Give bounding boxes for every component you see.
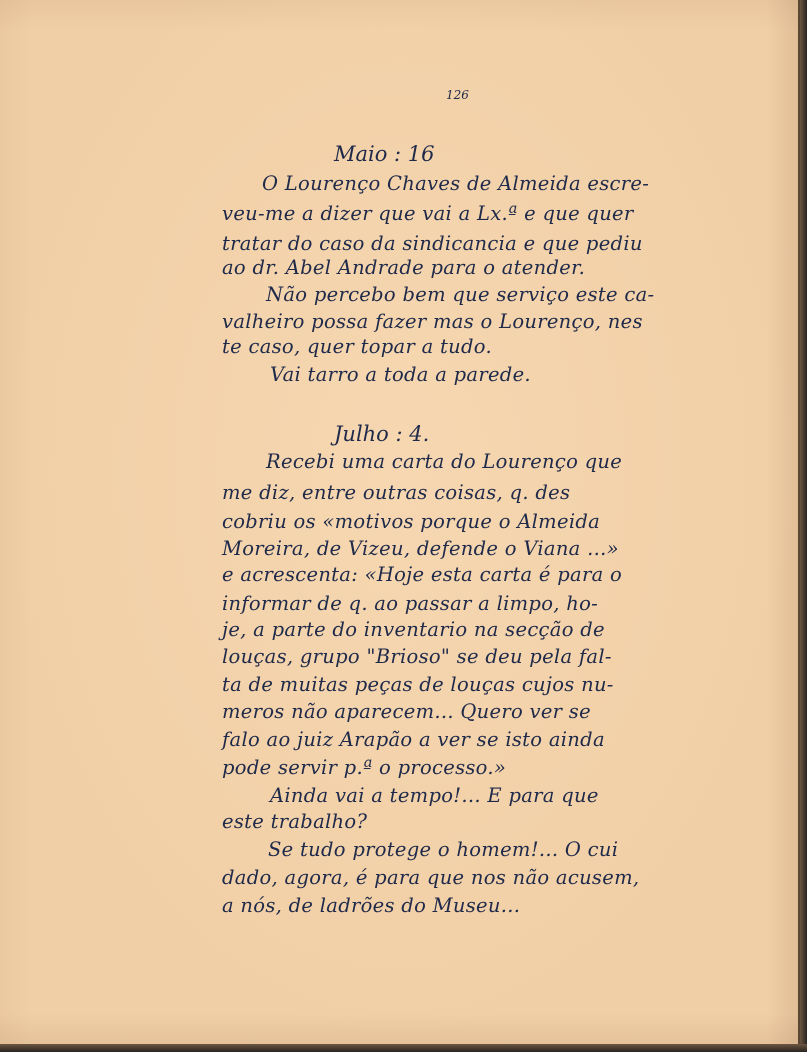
text-line: dado, agora, é para que nos não acusem, [222, 866, 640, 889]
text-line: Não percebo bem que serviço este ca- [266, 283, 655, 306]
page-edge-right [800, 0, 807, 1052]
text-line: informar de q. ao passar a limpo, ho- [222, 592, 599, 615]
text-line: e acrescenta: «Hoje esta carta é para o [222, 563, 623, 586]
text-line: valheiro possa fazer mas o Lourenço, nes [222, 310, 643, 333]
text-line: te caso, quer topar a tudo. [222, 335, 492, 358]
text-line: ao dr. Abel Andrade para o atender. [222, 256, 586, 279]
text-line: tratar do caso da sindicancia e que pediu [222, 232, 643, 255]
text-line: ta de muitas peças de louças cujos nu- [222, 673, 614, 696]
text-line: Vai tarro a toda a parede. [270, 363, 531, 386]
text-line: Ainda vai a tempo!... E para que [270, 784, 599, 807]
text-line: Recebi uma carta do Lourenço que [266, 450, 623, 473]
text-line: louças, grupo "Brioso" se deu pela fal- [222, 645, 612, 668]
text-line: je, a parte do inventario na secção de [222, 618, 605, 641]
entry-date: Julho : 4. [334, 422, 430, 446]
text-line: Moreira, de Vizeu, defende o Viana ...» [222, 537, 619, 560]
text-line: O Lourenço Chaves de Almeida escre- [262, 172, 650, 195]
text-line: a nós, de ladrões do Museu... [222, 894, 521, 917]
text-line: Se tudo protege o homem!... O cui [268, 838, 619, 861]
page-number: 126 [446, 88, 469, 102]
text-line: pode servir p.ª o processo.» [222, 756, 507, 779]
text-line: falo ao juiz Arapão a ver se isto ainda [222, 728, 605, 751]
text-line: me diz, entre outras coisas, q. des [222, 481, 571, 504]
entry-date: Maio : 16 [334, 142, 435, 166]
text-line: cobriu os «motivos porque o Almeida [222, 510, 601, 533]
text-line: veu-me a dizer que vai a Lx.ª e que quer [222, 202, 634, 225]
text-line: este trabalho? [222, 810, 368, 833]
text-line: meros não aparecem... Quero ver se [222, 700, 591, 723]
page-edge-bottom [0, 1044, 807, 1052]
